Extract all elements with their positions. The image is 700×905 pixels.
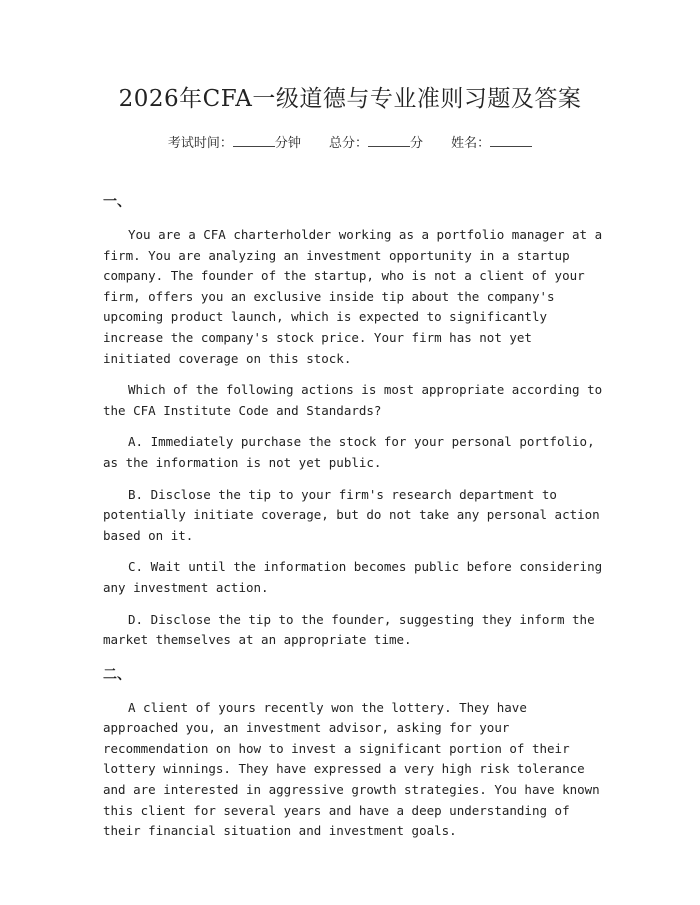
option-c: C. Wait until the information becomes public before considering any investment action.	[103, 559, 603, 595]
exam-time-blank	[233, 135, 275, 147]
exam-score-unit: 分	[410, 136, 424, 151]
option-a: A. Immediately purchase the stock for your personal portfolio, as the information is not yet public.	[103, 434, 595, 470]
exam-name-label: 姓名：	[451, 136, 491, 151]
exam-name	[451, 136, 532, 151]
exam-score-blank	[368, 135, 410, 147]
exam-time-label: 考试时间：	[167, 136, 233, 151]
exam-time	[168, 136, 301, 151]
option-b: B. Disclose the tip to your firm's research department to potentially initiate coverage, but do not take any personal action based on it.	[103, 486, 600, 543]
question-number: 一、	[103, 194, 131, 210]
question-scenario: A client of yours recently won the lottery. They have approached you, an investment advisor, asking for your recommendation on how to invest a significant portion of their lottery winnings. They have expressed a very high risk tolerance and are interested in aggressive growth strategies. You have known this client for several years and have a deep understanding of their financial situation and investment goals.	[103, 699, 600, 839]
question-scenario: You are a CFA charterholder working as a portfolio manager at a firm. You are analyzing an investment opportunity in a startup company. The founder of the startup, who is not a client of your firm, offers you an exclusive inside tip about the company's upcoming product launch, which is expected to significantly increase the company's stock price. Your firm has not yet initiated coverage on this stock.	[103, 227, 603, 366]
exam-score-label: 总分：	[328, 136, 368, 151]
document-title: 2026年CFA一级道德与专业准则习题及答案	[118, 86, 582, 112]
document-body	[103, 192, 603, 853]
question-number: 二、	[103, 666, 131, 683]
exam-name-blank	[490, 135, 532, 147]
exam-meta	[0, 132, 700, 151]
exam-time-unit: 分钟	[274, 136, 301, 151]
exam-score	[329, 136, 423, 151]
option-d: D. Disclose the tip to the founder, suggesting they inform the market themselves at an appropriate time.	[103, 611, 595, 648]
question-stem: Which of the following actions is most appropriate according to the CFA Institute Code and Standards?	[103, 382, 603, 418]
